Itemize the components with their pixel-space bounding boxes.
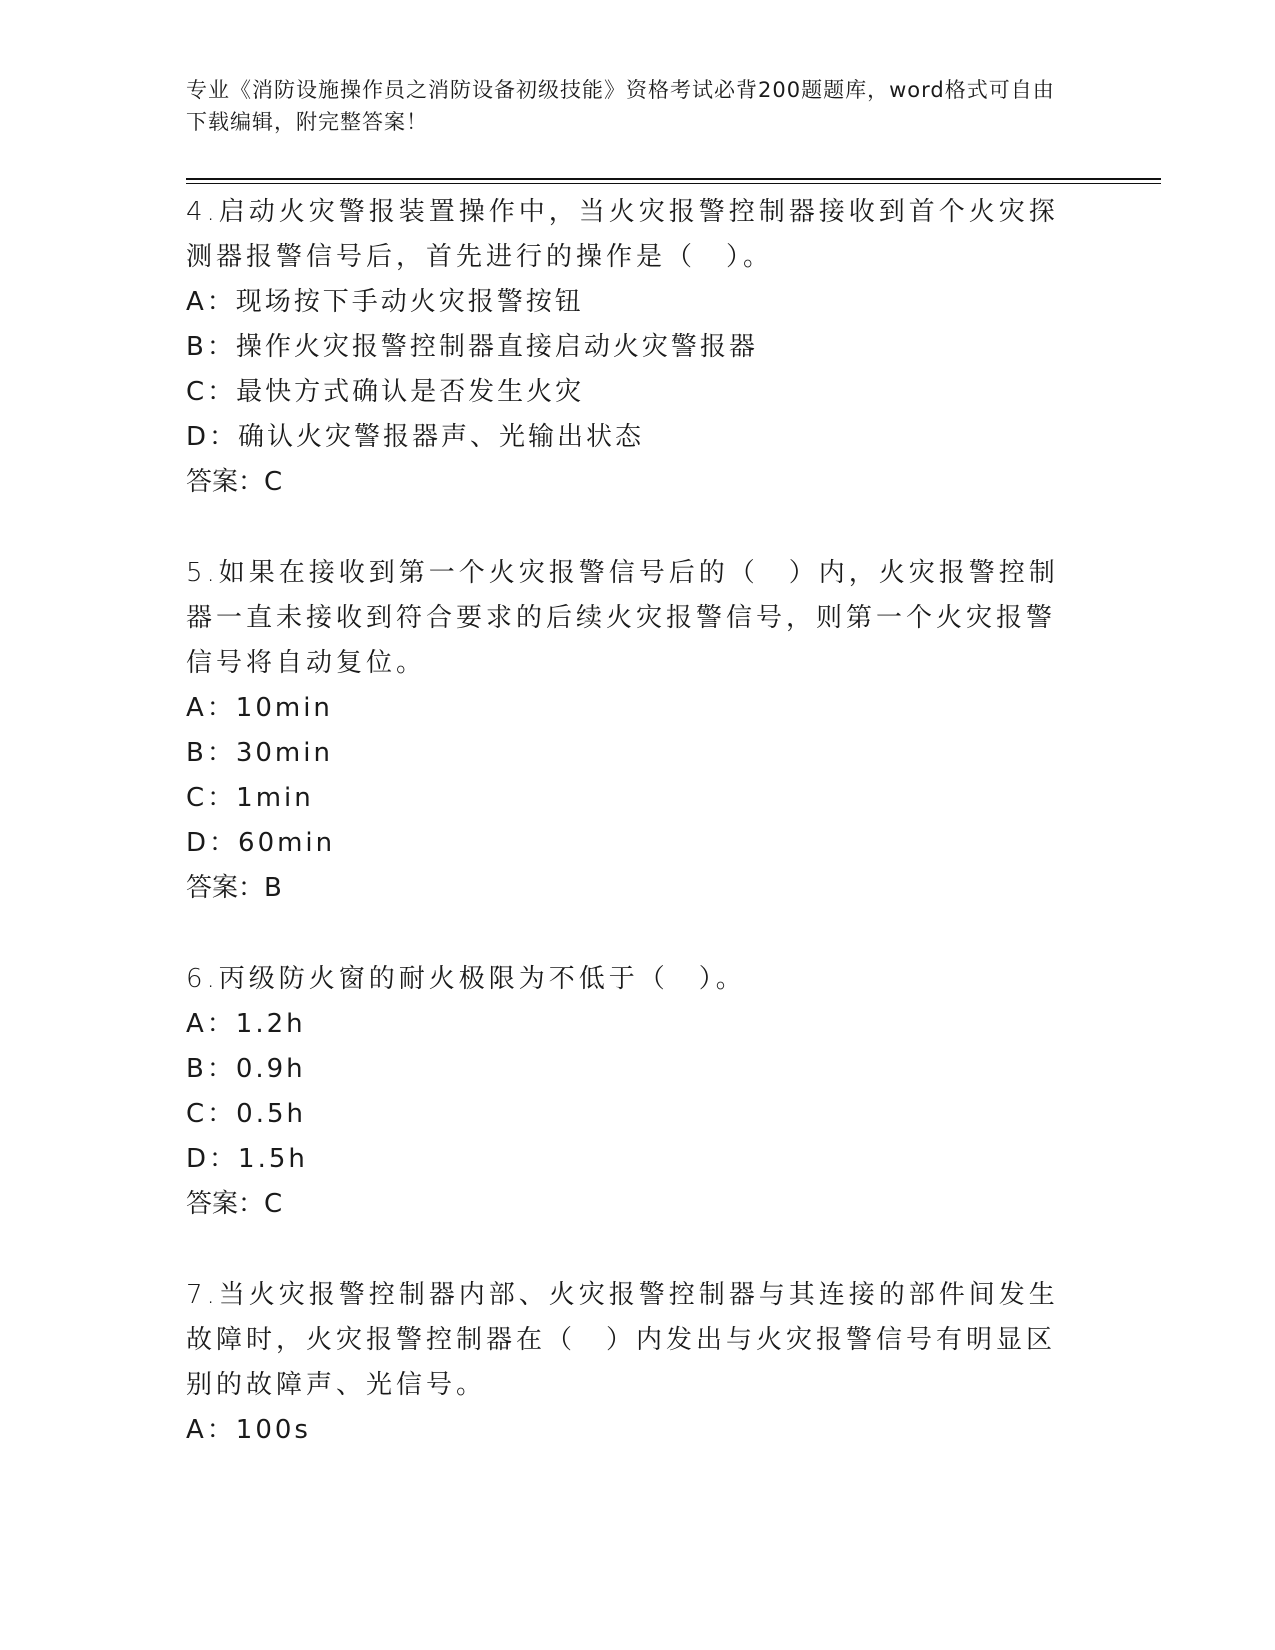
question-list xyxy=(186,190,1066,1453)
document-header xyxy=(186,74,1066,138)
option-a: A：1.2h xyxy=(186,1009,306,1039)
option-d: D：确认火灾警报器声、光输出状态 xyxy=(186,422,645,452)
option-b: B：操作火灾报警控制器直接启动火灾警报器 xyxy=(186,332,758,362)
question-stem: 4.启动火灾警报装置操作中，当火灾报警控制器接收到首个火灾探测器报警信号后，首先进行的操作是（ ）。 xyxy=(186,197,1059,272)
question-7 xyxy=(186,1273,1066,1453)
question-5 xyxy=(186,551,1066,911)
question-stem: 6.丙级防火窗的耐火极限为不低于（ ）。 xyxy=(186,964,746,994)
option-a: A：100s xyxy=(186,1415,311,1445)
option-a: A：现场按下手动火灾报警按钮 xyxy=(186,287,584,317)
question-spacer xyxy=(186,911,1066,957)
answer-line: 答案：C xyxy=(186,1189,283,1219)
option-b: B：30min xyxy=(186,738,333,768)
option-d: D：1.5h xyxy=(186,1144,308,1174)
option-a: A：10min xyxy=(186,693,333,723)
question-6 xyxy=(186,957,1066,1227)
option-c: C：1min xyxy=(186,783,314,813)
option-d: D：60min xyxy=(186,828,336,858)
header-divider-thin xyxy=(186,183,1161,184)
option-b: B：0.9h xyxy=(186,1054,306,1084)
header-divider-thick xyxy=(186,178,1161,180)
answer-line: 答案：B xyxy=(186,873,282,903)
option-c: C：0.5h xyxy=(186,1099,306,1129)
question-stem: 7.当火灾报警控制器内部、火灾报警控制器与其连接的部件间发生故障时，火灾报警控制器在（ ）内发出与火灾报警信号有明显区别的故障声、光信号。 xyxy=(186,1280,1059,1400)
header-intro-text: 专业《消防设施操作员之消防设备初级技能》资格考试必背200题题库，word格式可自由下载编辑，附完整答案！ xyxy=(186,78,1055,134)
question-4 xyxy=(186,190,1066,505)
question-stem: 5.如果在接收到第一个火灾报警信号后的（ ）内，火灾报警控制器一直未接收到符合要求的后续火灾报警信号，则第一个火灾报警信号将自动复位。 xyxy=(186,558,1059,678)
answer-line: 答案：C xyxy=(186,467,283,497)
question-spacer xyxy=(186,1227,1066,1273)
option-c: C：最快方式确认是否发生火灾 xyxy=(186,377,585,407)
question-spacer xyxy=(186,505,1066,551)
